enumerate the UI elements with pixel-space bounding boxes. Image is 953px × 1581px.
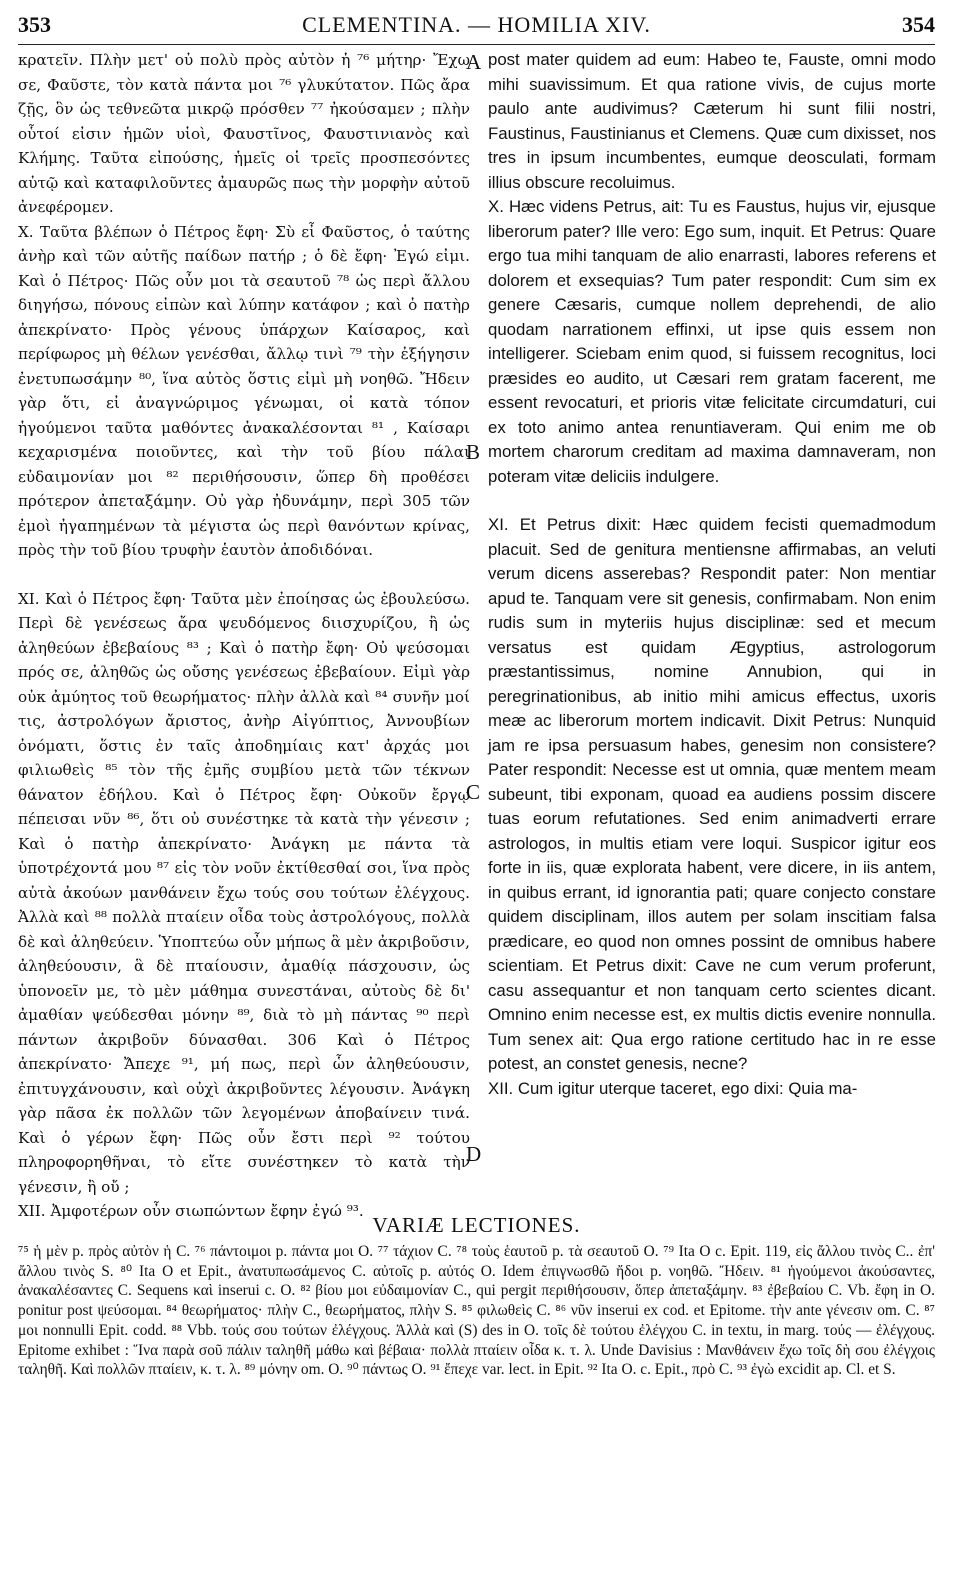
greek-paragraph: X. Ταῦτα βλέπων ὁ Πέτρος ἔφη· Σὺ εἶ Φαῦστος, ὁ ταύτης ἀνὴρ καὶ τῶν αὐτῆς παίδων πατήρ ; ὁ δὲ ἔφη· Ἐγώ εἰμι. Καὶ ὁ Πέτρος· Πῶς οὖν μοι τὰ σεαυτοῦ ⁷⁸ ὡς περὶ ἄλλου διηγήσω, πόνους εἰπὼν καὶ λύπην κατάφον ; καὶ ὁ πατὴρ ἀπεκρίνατο· Πρὸς γένους ὑπάρχων Καίσαρος, καὶ περίφωρος μὴ θέλων γενέσθαι, ἄλλῳ τινὶ ⁷⁹ τὴν ἐξήγησιν ἐνετυπωσάμην ⁸⁰, ἵνα αὐτὸς ὅστις εἰμὶ μὴ νοηθῶ. Ἤδειν γὰρ ὅτι, εἰ ἀναγνώριμος γένωμαι, οἱ κατὰ τόπον ἡγούμενοι ταῦτα μαθόντες ἀνακαλέσονται ⁸¹ , Καίσαρι κεχαρισμένα ποιοῦντες, καὶ τὴν τοῦ βίου πάλαι εὐδαιμονίαν μοι ⁸² περιθήσουσιν, ὥπερ δὴ προθέσει πρότερον ἀπεταξάμην. Οὐ γὰρ ἠδυνάμην, περὶ 305 τῶν ἐμοὶ ἠγαπημένων τὰ μέγιστα ὡς περὶ θανόντων κρίνας, πρὸς τὴν τοῦ βίου τρυφὴν ἑαυτὸν ἀποδιδόναι.	[18, 222, 470, 559]
paragraph-gap	[488, 489, 936, 513]
greek-column	[18, 48, 470, 1224]
page-header	[18, 12, 935, 44]
running-title: CLEMENTINA. — HOMILIA XIV.	[302, 12, 651, 37]
header-rule	[18, 44, 935, 45]
margin-marker-b: B	[466, 440, 481, 464]
variae-lectiones-title: VARIÆ LECTIONES.	[372, 1213, 581, 1237]
greek-paragraph: XII. Ἀμφοτέρων οὖν σιωπώντων ἔφην ἐγώ ⁹³.	[18, 1202, 364, 1220]
page-number-right: 354	[902, 12, 935, 37]
variae-lectiones-text: ⁷⁵ ἡ μὲν p. πρὸς αὐτὸν ἡ C. ⁷⁶ πάντοιμοι p. πάντα μοι O. ⁷⁷ τάχιον C. ⁷⁸ τοὺς ἑαυτοῦ p. τὰ σεαυτοῦ O. ⁷⁹ Ita O c. Epit. 119, εἰς ἄλλου τινὸς C.. ἐπ' ἄλλου τινὸς S. ⁸⁰ Ita O et Epit., ἀνατυπωσάμενος C. αὐτοῖς p. αὐτός O. Idem ἐπιγνωσθῶ ἤδοι p. νοηθῶ. Ἤδειν. ⁸¹ ἡγούμενοι ἀκούσαντες, ἀνακαλέσαντες C. Sequens καὶ inserui c. O. ⁸² βίου μοι εὐδαιμονίαν C., qui pergit περιθήσουσιν, ὅπερ ἀπεταξάμην. ⁸³ ἐβεβαίου C. Vb. ἔφη in O. ponitur post ψεύσομαι. ⁸⁴ θεωρήματος· πλὴν C., θεωρήματος, πλὴν S. ⁸⁵ φιλωθεὶς C. ⁸⁶ νῦν inserui ex cod. et Epitome. τὴν ante γένεσιν om. C. ⁸⁷ μοι nonnulli Epit. codd. ⁸⁸ Vbb. τούς σου τούτων ἐλέγχους. Ἀλλὰ καὶ (S) des in O. τοῖς δὲ τούτου ἐλέγχου C. in textu, in marg. τούς — ἐλέγχους. Epitome exhibet : Ἵνα παρὰ σοῦ πάλιν ταληθῆ μάθω καὶ βέβαια· πολλὰ πταίειν οἶδα κ. τ. λ. Unde Davisius : Μανθάνειν ἔχω τοῖς δὴ σου ἐλέγχοις ταληθῆ. Καὶ πολλῶν πταίειν, κ. τ. λ. ⁸⁹ μόνην om. O. ⁹⁰ πάντως O. ⁹¹ ἔπεχε var. lect. in Epit. ⁹² Ita O. c. Epit., πρὸ C. ⁹³ ἐγὼ excidit ap. Cl. et S.	[18, 1243, 935, 1379]
paragraph-gap	[18, 563, 470, 587]
latin-column	[488, 48, 936, 1101]
margin-marker-c: C	[466, 780, 481, 804]
margin-marker-d: D	[466, 1142, 482, 1166]
greek-paragraph: XI. Καὶ ὁ Πέτρος ἔφη· Ταῦτα μὲν ἐποίησας ὡς ἐβουλεύσω. Περὶ δὲ γενέσεως ἄρα ψευδόμενος διισχυρίζου, ἢ ὡς ἀληθεύων ἐβεβαίους ⁸³ ; Καὶ ὁ πατὴρ ἔφη· Οὐ ψεύσομαι πρός σε, ἀληθῶς ὡς οὔσης γενέσεως ἐβεβαίουν. Εἰμὶ γὰρ οὐκ ἀμύητος τοῦ θεωρήματος· πλὴν ἀλλὰ καὶ ⁸⁴ συνῆν μοί τις, ἀστρολόγων ἄριστος, ἀνὴρ Αἰγύπτιος, Ἀννουβίων ὀνόματι, ὅστις ἐν ταῖς ἀποδημίαις κατ' ἀρχάς μοι φιλιωθεὶς ⁸⁵ τὸν τῆς ἐμῆς συμβίου μετὰ τῶν τέκνων θάνατον ἐδήλου. Καὶ ὁ Πέτρος ἔφη· Οὐκοῦν ἔργῳ πέπεισαι νῦν ⁸⁶, ὅτι οὐ συνέστηκε τὰ κατὰ τὴν γένεσιν ; Καὶ ὁ πατὴρ ἀπεκρίνατο· Ἀνάγκη με πάντα τὰ ὑποτρέχοντά μου ⁸⁷ εἰς τὸν νοῦν ἐκτίθεσθαί σοι, ἵνα πρὸς αὐτὰ ἀκούων μανθάνειν ἔχω τούς σου τούτων ἐλέγχους. Ἀλλὰ καὶ ⁸⁸ πολλὰ πταίειν οἶδα τοὺς ἀστρολόγους, πολλὰ δὲ καὶ ἀληθεύειν. Ὑποπτεύω οὖν μήπως ἃ μὲν ἀκριβοῦσιν, ἀληθεύουσιν, ἃ δὲ πταίουσιν, ἀμαθίᾳ πάσχουσιν, ὡς ὑπονοεῖν με, τὸ μὲν μάθημα συνεστάναι, αὐτοὺς δὲ δι' ἀμαθίαν ψεύδεσθαι μόνην ⁸⁹, διὰ τὸ μὴ πάντας ⁹⁰ περὶ πάντων ἀκριβοῦν δύνασθαι. 306 Καὶ ὁ Πέτρος ἀπεκρίνατο· Ἄπεχε ⁹¹, μή πως, περὶ ὧν ἀληθεύουσιν, ἐπιτυγχάνουσιν, καὶ οὐχὶ ἀκριβοῦντες λέγουσιν. Ἀνάγκη γὰρ πᾶσα ἐκ πολλῶν τῶν λεγομένων ἀποβαίνειν τινά. Καὶ ὁ γέρων ἔφη· Πῶς οὖν ἔστι περὶ ⁹² τούτου πληροφορηθῆναι, τὸ εἴτε συνέστηκεν τὸ κατὰ τὴν γένεσιν, ἢ οὔ ;	[18, 589, 470, 1196]
margin-marker-a: A	[466, 50, 482, 74]
page-number-left: 353	[18, 12, 51, 37]
latin-paragraph: XII. Cum igitur uterque taceret, ego dixi: Quia ma-	[488, 1078, 858, 1098]
greek-paragraph: κρατεῖν. Πλὴν μετ' οὐ πολὺ πρὸς αὐτὸν ἡ ⁷⁶ μήτηρ· Ἔχω σε, Φαῦστε, τὸν κατὰ πάντα μοι ⁷⁶ γλυκύτατον. Πῶς ἄρα ζῇς, ὃν ὡς τεθνεῶτα μικρῷ πρόσθεν ⁷⁷ ἠκούσαμεν ; πλὴν οὗτοί εἰσιν ἡμῶν υἱοὶ, Φαυστῖνος, Φαυστινιανὸς καὶ Κλήμης. Ταῦτα εἰπούσης, ἡμεῖς οἱ τρεῖς προσπεσόντες αὐτῷ καὶ καταφιλοῦντες ἀμαυρῶς πως τὴν μορφὴν αὐτοῦ ἀνεφέρομεν.	[18, 51, 470, 216]
latin-paragraph: X. Hæc videns Petrus, ait: Tu es Faustus, hujus vir, ejusque liberorum pater? Ille vero: Ego sum, inquit. Et Petrus: Quare ergo tua mihi tanquam de alio enarrasti, labores referens et dolorem et exsequias? Tum pater respondit: Cum sim ex genere Cæsaris, cumque nollem deprehendi, de alio quodam narrationem effinxi, ut ipse quis essem non intelligerer. Sciebam enim quod, si fuissem recognitus, loci præsides eo audito, ut Cæsari rem gratam facerent, me essent revocaturi, et prioris vitæ felicitate circumdaturi, cui ex toto animo antea renuntiaveram. Qui enim me ob mortem charorum creditam ad maxima damnaveram, non poteram vitæ deliciis indulgere.	[488, 197, 936, 486]
latin-paragraph: XI. Et Petrus dixit: Hæc quidem fecisti quemadmodum placuit. Sed de genitura mentiensne affirmabas, an veluti verum dicens asserebas? Respondit pater: Non mentiar apud te. Tanquam vere sit genesis, confirmabam. Non enim rudis sum in myteriis hujus disciplinæ: sed et mecum versatus est quidam Ægyptius, astrologorum præstantissimus, nomine Annubion, qui in peregrinationibus, ab initio mihi amicus effectus, uxoris meæ ac liberorum mortem indicavit. Dixit Petrus: Nunquid jam re ipsa persuasum habes, genesim non consistere? Pater respondit: Necesse est ut omnia, quæ mentem meam subeunt, tibi exponam, quoad ea audiens possim discere tuas eorum refutationes. Sed enim animadverti errare astrologos, in multis etiam vere loqui. Suspicor igitur eos forte in iis, quæ explorata habent, vere dicere, in iis antem, in quibus errant, id ignorantia pati; quare conjecto constare quidem disciplinam, illos autem per solam inscitiam falsa prædicare, eo quod non omnes possint de omnibus habere scientiam. Et Petrus dixit: Cave ne cum verum proferunt, casu assequantur et non tanquam certo scientes dicant. Omnino enim necesse est, ex multis dictis evenire nonnulla. Tum senex ait: Qua ergo ratione certitudo hac in re esse potest, an constet genesis, necne?	[488, 515, 936, 1073]
latin-paragraph: post mater quidem ad eum: Habeo te, Fauste, omni modo mihi suavissimum. Et qua ratione vivis, de cujus morte paulo ante audivimus? Cæterum hi sunt filii nostri, Faustinus, Faustinianus et Clemens. Quæ cum dixisset, nos tres in ipsum incumbentes, eumque deosculati, formam illius obscure recoluimus.	[488, 50, 936, 192]
